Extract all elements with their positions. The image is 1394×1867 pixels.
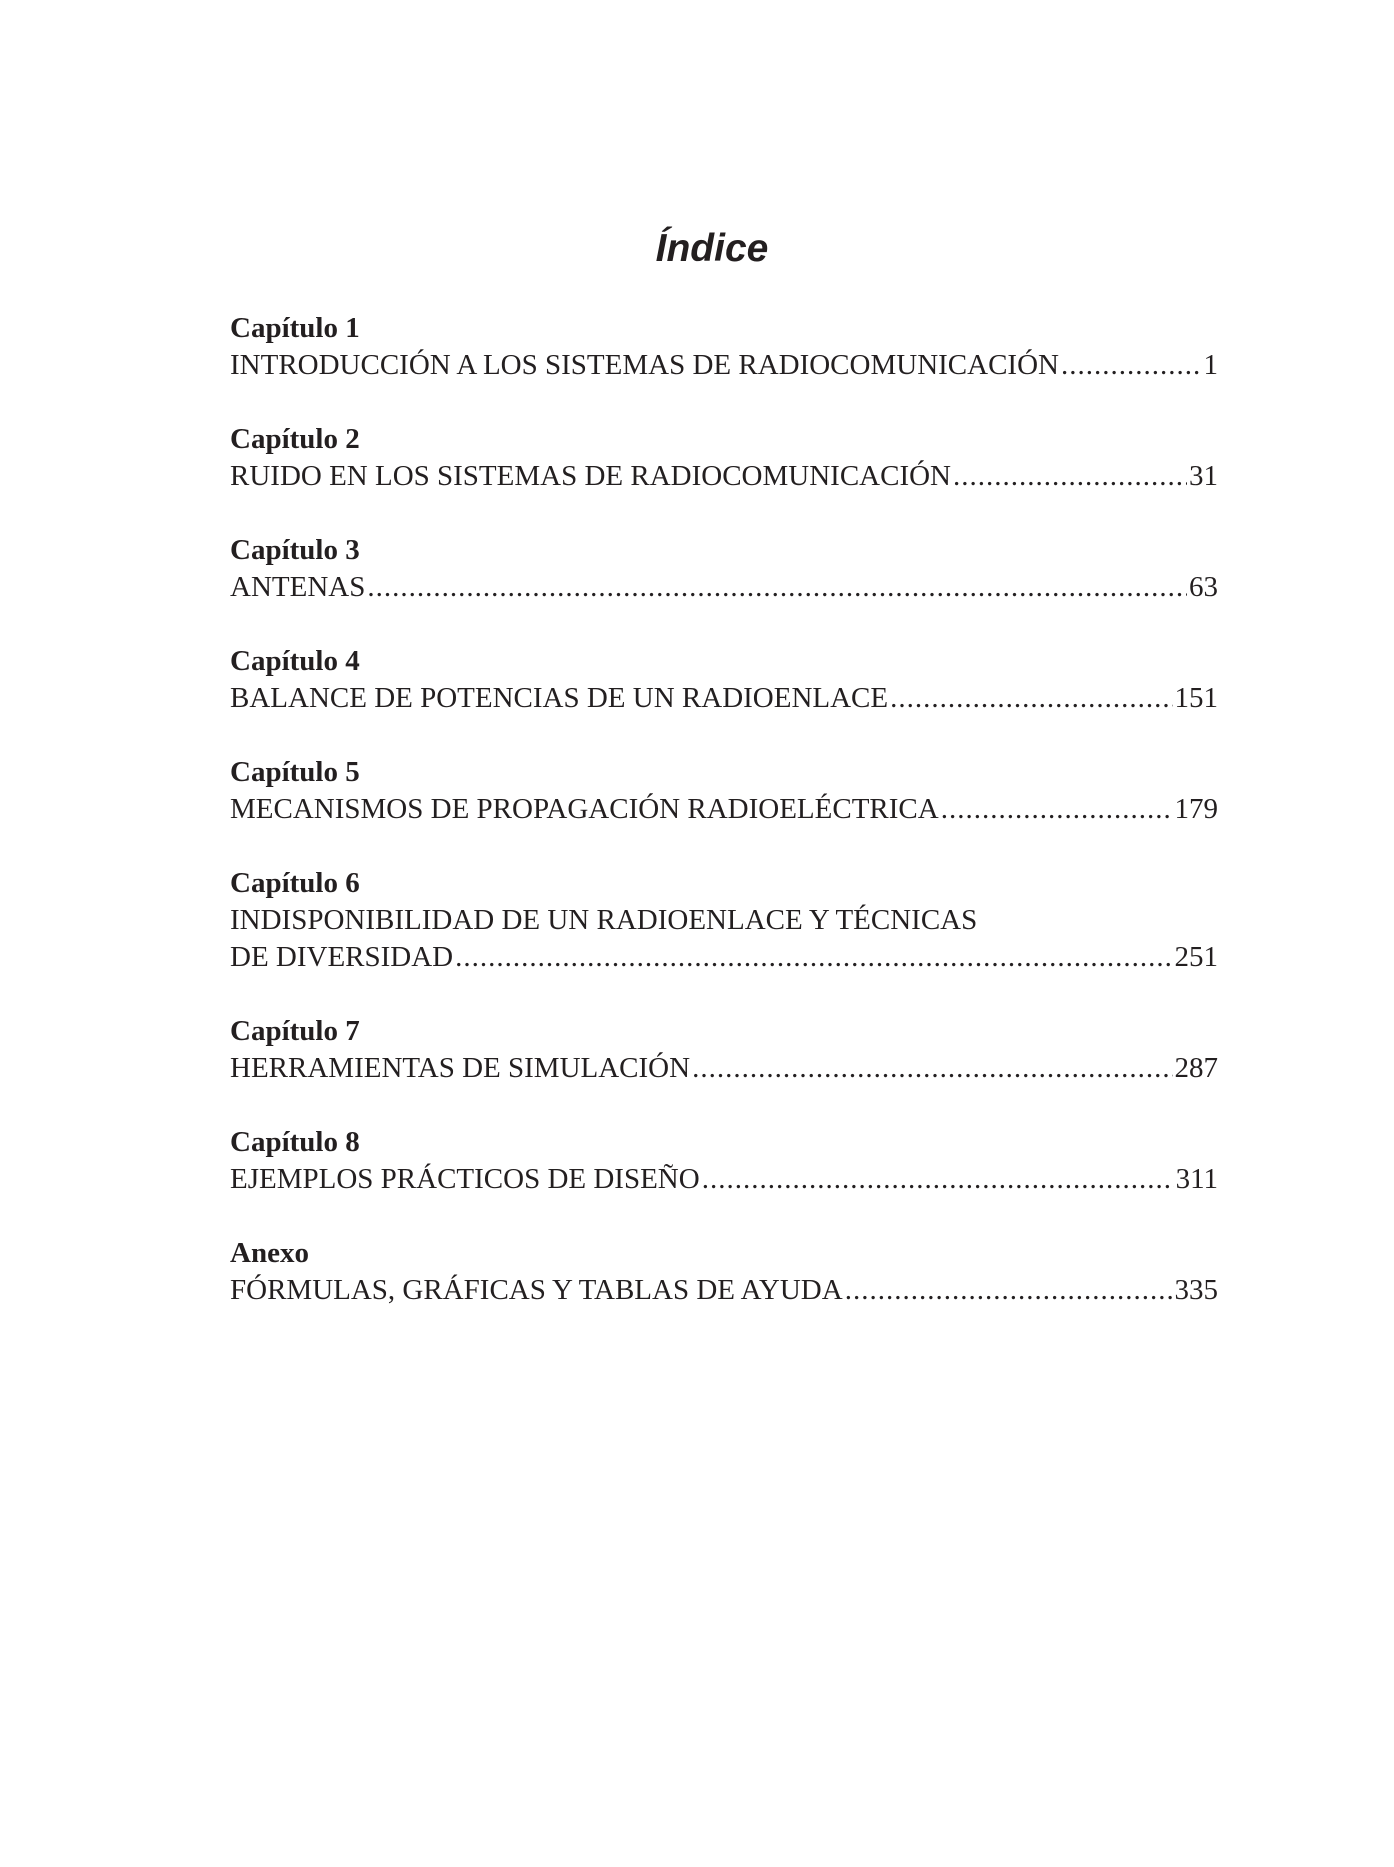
dot-leader [455, 939, 1172, 976]
page-number: 251 [1174, 941, 1218, 973]
page-number: 179 [1174, 793, 1218, 825]
toc-line [230, 1161, 1218, 1198]
page-number: 335 [1174, 1274, 1218, 1306]
chapter-label: Capítulo 4 [230, 645, 360, 677]
toc-entry-chapter-5 [230, 754, 1218, 865]
toc-entry-chapter-3 [230, 532, 1218, 643]
toc-entry-annex [230, 1235, 1218, 1346]
chapter-label: Capítulo 7 [230, 1015, 360, 1047]
toc-line [230, 569, 1218, 606]
entry-title: FÓRMULAS, GRÁFICAS Y TABLAS DE AYUDA [230, 1274, 843, 1306]
chapter-label: Capítulo 1 [230, 312, 360, 344]
toc-line [230, 1272, 1218, 1309]
page-number: 1 [1203, 349, 1218, 381]
dot-leader [890, 680, 1172, 717]
entry-title: HERRAMIENTAS DE SIMULACIÓN [230, 1052, 691, 1084]
chapter-label: Capítulo 8 [230, 1126, 360, 1158]
toc-entry-chapter-4 [230, 643, 1218, 754]
page-number: 31 [1189, 460, 1218, 492]
entry-title: ANTENAS [230, 571, 366, 603]
toc-entry-chapter-2 [230, 421, 1218, 532]
entry-title: DE DIVERSIDAD [230, 941, 454, 973]
page-number: 63 [1189, 571, 1218, 603]
chapter-label: Anexo [230, 1237, 309, 1269]
toc-entry-chapter-7 [230, 1013, 1218, 1124]
dot-leader [953, 458, 1187, 495]
table-of-contents [230, 310, 1218, 1346]
entry-title-first-line: INDISPONIBILIDAD DE UN RADIOENLACE Y TÉCNICAS [230, 904, 978, 936]
chapter-label: Capítulo 3 [230, 534, 360, 566]
page-number: 151 [1174, 682, 1218, 714]
entry-title: RUIDO EN LOS SISTEMAS DE RADIOCOMUNICACIÓN [230, 460, 951, 492]
toc-entry-chapter-8 [230, 1124, 1218, 1235]
entry-title: MECANISMOS DE PROPAGACIÓN RADIOELÉCTRICA [230, 793, 939, 825]
toc-line [230, 347, 1218, 384]
toc-entry-chapter-1 [230, 310, 1218, 421]
toc-line [230, 458, 1218, 495]
toc-line [230, 939, 1218, 976]
dot-leader [845, 1272, 1173, 1309]
toc-line [230, 680, 1218, 717]
chapter-label: Capítulo 2 [230, 423, 360, 455]
dot-leader [702, 1161, 1174, 1198]
dot-leader [692, 1050, 1172, 1087]
entry-title: INTRODUCCIÓN A LOS SISTEMAS DE RADIOCOMUNICACIÓN [230, 349, 1059, 381]
chapter-label: Capítulo 6 [230, 867, 360, 899]
chapter-label: Capítulo 5 [230, 756, 360, 788]
toc-line [230, 1050, 1218, 1087]
page-number: 287 [1174, 1052, 1218, 1084]
entry-title: BALANCE DE POTENCIAS DE UN RADIOENLACE [230, 682, 889, 714]
dot-leader [1061, 347, 1202, 384]
toc-entry-chapter-6 [230, 865, 1218, 1013]
dot-leader [941, 791, 1173, 828]
page-title: Índice [655, 227, 769, 270]
page-number: 311 [1175, 1163, 1218, 1195]
toc-line [230, 791, 1218, 828]
dot-leader [367, 569, 1187, 606]
entry-title: EJEMPLOS PRÁCTICOS DE DISEÑO [230, 1163, 700, 1195]
